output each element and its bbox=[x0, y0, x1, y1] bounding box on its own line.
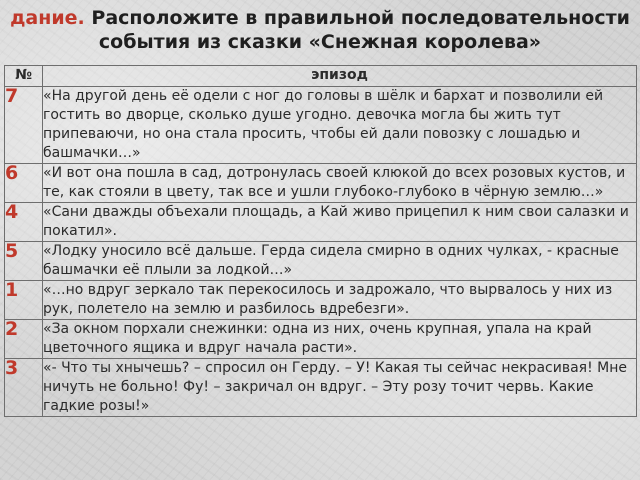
episodes-table bbox=[4, 65, 637, 417]
table-row bbox=[5, 320, 637, 359]
table-row bbox=[5, 281, 637, 320]
episode-column-header: эпизод bbox=[43, 66, 637, 87]
episode-text: «Сани дважды объехали площадь, а Кай живо прицепил к ним свои салазки и покатил». bbox=[43, 203, 637, 242]
task-title-text-1: Расположите в правильной последовательности bbox=[84, 7, 630, 29]
table-header-row bbox=[5, 66, 637, 87]
episode-order-number: 5 bbox=[5, 242, 43, 281]
task-title-line-1 bbox=[0, 6, 640, 30]
table-row bbox=[5, 242, 637, 281]
episode-text: «…но вдруг зеркало так перекосилось и задрожало, что вырвалось у них из рук, полетело на землю и разбилось вдребезги». bbox=[43, 281, 637, 320]
episode-order-number: 6 bbox=[5, 164, 43, 203]
episode-text: «За окном порхали снежинки: одна из них, очень крупная, упала на край цветочного ящика и вдруг начала расти». bbox=[43, 320, 637, 359]
task-title bbox=[0, 6, 640, 54]
episode-order-number: 4 bbox=[5, 203, 43, 242]
episode-text: «На другой день её одели с ног до головы в шёлк и бархат и позволили ей гостить во дворце, сколько душе угодно. девочка могла бы жить тут припеваючи, но она стала просить, чтобы ей дали повозку с лошадью и башмачки…» bbox=[43, 87, 637, 164]
task-label: дание. bbox=[10, 7, 85, 29]
episode-text: «И вот она пошла в сад, дотронулась своей клюкой до всех розовых кустов, и те, как стояли в цвету, так все и ушли глубоко-глубоко в чёрную землю…» bbox=[43, 164, 637, 203]
table-row bbox=[5, 164, 637, 203]
table-row bbox=[5, 359, 637, 417]
episode-text: «Лодку уносило всё дальше. Герда сидела смирно в одних чулках, - красные башмачки её плыли за лодкой…» bbox=[43, 242, 637, 281]
episode-order-number: 3 bbox=[5, 359, 43, 417]
table-row bbox=[5, 203, 637, 242]
table-row bbox=[5, 87, 637, 164]
episode-order-number: 7 bbox=[5, 87, 43, 164]
episode-order-number: 2 bbox=[5, 320, 43, 359]
episode-order-number: 1 bbox=[5, 281, 43, 320]
episode-text: «- Что ты хнычешь? – спросил он Герду. – У! Какая ты сейчас некрасивая! Мне ничуть не больно! Фу! – закричал он вдруг. – Эту розу точит червь. Какие гадкие розы!» bbox=[43, 359, 637, 417]
task-title-line-2: события из сказки «Снежная королева» bbox=[98, 31, 542, 53]
number-column-header: № bbox=[5, 66, 43, 87]
